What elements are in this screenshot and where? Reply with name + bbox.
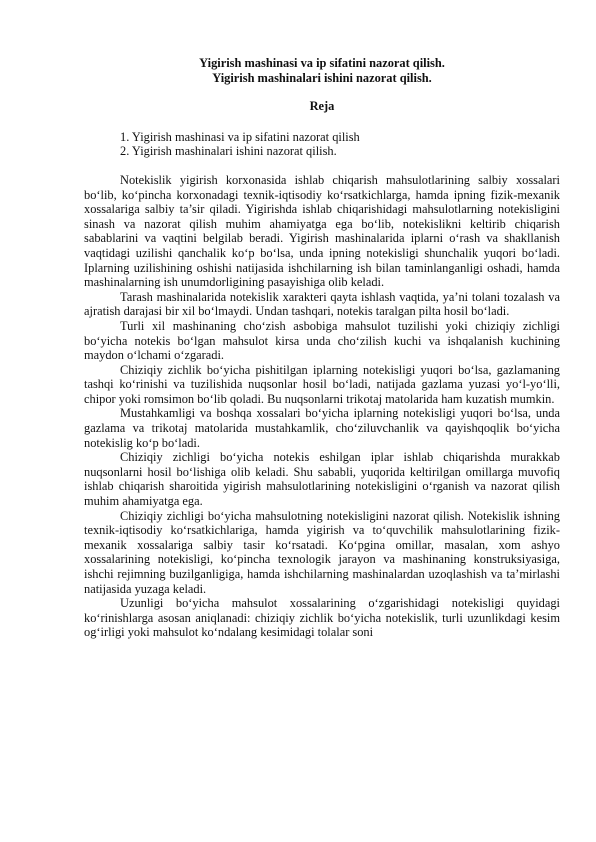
- paragraph: Chiziqiy zichlik bo‘yicha pishitilgan iplarning notekisligi yuqori bo‘lsa, gazlamaning tashqi ko‘rinishi va tuzilishida nuqsonlar hosil bo‘ladi, natijada gazlama yuzasi yo‘l-yo‘lli, chipor yoki romsimon bo‘lib qoladi. Bu nuqsonlarni trikotaj matolarida ham kuzatish mumkin.: [84, 362, 560, 406]
- plan-heading: Reja: [309, 99, 335, 114]
- plan-item: 1. Yigirish mashinasi va ip sifatini nazorat qilish: [120, 129, 360, 144]
- paragraph: Notekislik yigirish korxonasida ishlab chiqarish mahsulotlarining salbiy xossalari bo‘lib, ko‘pincha korxonadagi texnik-iqtisodiy ko‘rsatkichlarga, hamda ipning fizik-mexanik xossalariga salbiy ta’sir qiladi. Yigirishda ishlab chiqarishidagi mahsulotlarning notekisligini sinash va nazorat qilish muhim ahamiyatga ega bo‘lib, notekislikni keltirib chiqarish sabablarini va vaqtini belgilab beradi. Yigirish mashinalarida iplarni o‘rash va shakllanish vaqtidagi uzilishi qanchalik ko‘p bo‘lsa, unda ipning notekisligi shunchalik yuqori bo‘ladi. Iplarning uzilishining oshishi natijasida ishchilarning ish bilan taminlanganligi oshadi, hamda mashinalarning ish unumdorligining pasayishiga olib keladi.: [84, 172, 560, 290]
- paragraph: Chiziqiy zichligi bo‘yicha mahsulotning notekisligini nazorat qilish. Notekislik ishning texnik-iqtisodiy ko‘rsatkichlariga, hamda yigirish va to‘quvchilik mahsulotlarining fizik-mexanik xossalariga salbiy tasir ko‘rsatadi. Ko‘pgina omillar, masalan, xom ashyo xossalarining notekisligi, ko‘pincha texnologik jarayon va mashinaning konstruksiyasiga, ishchi rejimning buzilganligiga, hamda ishchilarning mashinalardan uzoqlashish va ta’mirlashi natijasida yuzaga keladi.: [84, 508, 560, 596]
- body-text: [84, 173, 560, 640]
- paragraph: Uzunligi bo‘yicha mahsulot xossalarining o‘zgarishidagi notekisligi quyidagi ko‘rinishlarga asosan aniqlanadi: chiziqiy zichlik bo‘yicha notekislik, turli uzunlikdagi kesim og‘irligi yoki mahsulot ko‘ndalang kesimidagi tolalar soni: [84, 596, 560, 640]
- paragraph: Chiziqiy zichligi bo‘yicha notekis eshilgan iplar ishlab chiqarishda murakkab nuqsonlarni hosil bo‘lishiga olib keladi. Shu sababli, yuqorida keltirilgan omillarga muvofiq ishlab chiqarish sharoitida yigirish mahsulotlarining notekisligini o‘rganish va nazorat qilish muhim ahamiyatga ega.: [84, 450, 560, 509]
- plan-item: 2. Yigirish mashinalari ishini nazorat qilish.: [120, 144, 337, 159]
- paragraph: Mustahkamligi va boshqa xossalari bo‘yicha iplarning notekisligi yuqori bo‘lsa, unda gazlama va trikotaj matolarida mustahkamlik, cho‘ziluvchanlik va qayishqoqlik bo‘yicha notekislig ko‘p bo‘ladi.: [84, 406, 560, 450]
- plan-list: [84, 130, 560, 159]
- document-title-line-1: Yigirish mashinasi va ip sifatini nazorat qilish.: [199, 56, 445, 70]
- paragraph: Tarash mashinalarida notekislik xarakteri qayta ishlash vaqtida, ya’ni tolani tozalash va ajratish darajasi bir xil bo‘lmaydi. Undan tashqari, notekis taralgan pilta hosil bo‘ladi.: [84, 289, 560, 319]
- paragraph: Turli xil mashinaning cho‘zish asbobiga mahsulot tuzilishi yoki chiziqiy zichligi bo‘yicha notekis bo‘lgan mahsulot kirsa unda cho‘zilish kuchi va ishqalanish kuchining maydon o‘lchami o‘zgaradi.: [84, 318, 560, 363]
- document-title-line-2: Yigirish mashinalari ishini nazorat qilish.: [212, 70, 432, 85]
